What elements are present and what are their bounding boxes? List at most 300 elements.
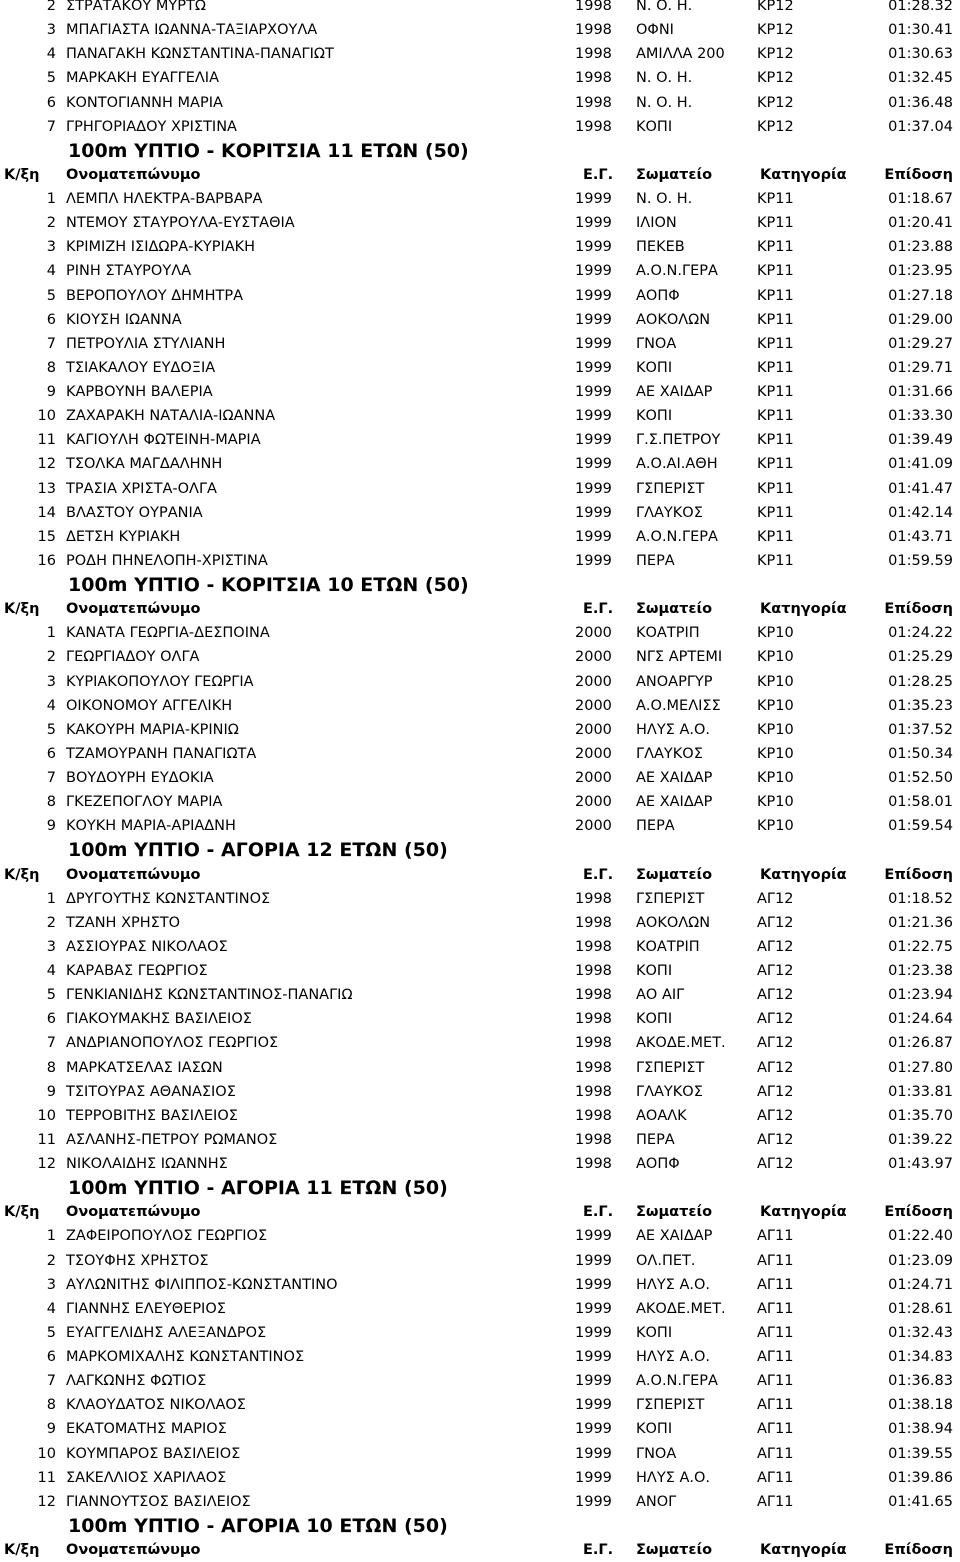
cell-year: 1998 bbox=[575, 1035, 612, 1052]
result-row bbox=[0, 66, 960, 90]
cell-name: ΚΥΡΙΑΚΟΠΟΥΛΟΥ ΓΕΩΡΓΙΑ bbox=[66, 673, 254, 690]
cell-rank: 5 bbox=[46, 287, 56, 304]
cell-category: ΑΓ11 bbox=[757, 1421, 794, 1438]
result-row bbox=[0, 356, 960, 380]
cell-time: 01:22.40 bbox=[888, 1228, 953, 1245]
cell-category: ΚΡ10 bbox=[757, 673, 794, 690]
cell-rank: 5 bbox=[46, 70, 56, 87]
cell-name: ΤΕΡΡΟΒΙΤΗΣ ΒΑΣΙΛΕΙΟΣ bbox=[66, 1107, 238, 1124]
cell-time: 01:36.83 bbox=[888, 1373, 953, 1390]
cell-rank: 4 bbox=[46, 46, 56, 63]
header-name: Ονοματεπώνυμο bbox=[66, 1542, 201, 1558]
cell-rank: 3 bbox=[46, 22, 56, 39]
result-row bbox=[0, 1417, 960, 1441]
cell-name: ΡΙΝΗ ΣΤΑΥΡΟΥΛΑ bbox=[66, 263, 192, 280]
cell-club: ΑΕ ΧΑΙΔΑΡ bbox=[636, 770, 713, 786]
cell-rank: 1 bbox=[46, 625, 56, 642]
result-row bbox=[0, 1249, 960, 1273]
cell-club: ΚΟΠΙ bbox=[636, 1421, 673, 1438]
cell-club: ΗΛΥΣ Α.Ο. bbox=[636, 1349, 711, 1365]
cell-year: 1999 bbox=[575, 1324, 612, 1341]
cell-name: ΝΤΕΜΟΥ ΣΤΑΥΡΟΥΛΑ-ΕΥΣΤΑΘΙΑ bbox=[66, 215, 295, 232]
cell-time: 01:35.23 bbox=[888, 697, 953, 714]
cell-time: 01:23.88 bbox=[888, 239, 953, 256]
cell-name: ΣΤΡΑΤΑΚΟΥ ΜΥΡΤΩ bbox=[66, 0, 206, 14]
cell-club: ΚΟΠΙ bbox=[636, 1324, 673, 1341]
cell-name: ΚΑΡΒΟΥΝΗ ΒΑΛΕΡΙΑ bbox=[66, 384, 213, 400]
cell-rank: 1 bbox=[46, 1228, 56, 1245]
cell-club: ΓΛΑΥΚΟΣ bbox=[636, 504, 703, 521]
cell-name: ΚΛΑΟΥΔΑΤΟΣ ΝΙΚΟΛΑΟΣ bbox=[66, 1397, 246, 1414]
cell-club: ΓΛΑΥΚΟΣ bbox=[636, 1083, 703, 1100]
cell-year: 1999 bbox=[575, 1228, 612, 1245]
result-row bbox=[0, 549, 960, 573]
cell-time: 01:24.71 bbox=[888, 1276, 953, 1293]
result-row bbox=[0, 452, 960, 476]
cell-rank: 3 bbox=[46, 239, 56, 256]
header-name: Ονοματεπώνυμο bbox=[66, 1204, 201, 1221]
event-title-text: 100m ΥΠΤΙΟ - ΑΓΟΡΙΑ 10 ΕΤΩΝ (50) bbox=[68, 1514, 448, 1537]
cell-year: 2000 bbox=[575, 818, 612, 835]
cell-club: ΠΕΡΑ bbox=[636, 552, 675, 569]
header-club: Σωματείο bbox=[636, 866, 713, 883]
cell-time: 01:32.45 bbox=[888, 70, 953, 87]
cell-rank: 6 bbox=[46, 311, 56, 328]
cell-rank: 9 bbox=[46, 384, 56, 400]
cell-club: ΑΕ ΧΑΙΔΑΡ bbox=[636, 794, 713, 811]
cell-rank: 8 bbox=[46, 1397, 56, 1414]
cell-rank: 3 bbox=[46, 673, 56, 690]
cell-rank: 6 bbox=[46, 1011, 56, 1028]
result-row bbox=[0, 1297, 960, 1321]
cell-club: ΓΣΠΕΡΙΣΤ bbox=[636, 1397, 705, 1414]
result-row bbox=[0, 1442, 960, 1466]
cell-year: 1999 bbox=[575, 1276, 612, 1293]
result-row bbox=[0, 911, 960, 935]
cell-year: 1999 bbox=[575, 1421, 612, 1438]
cell-club: ΓΣΠΕΡΙΣΤ bbox=[636, 1059, 705, 1076]
header-time: Επίδοση bbox=[884, 601, 953, 618]
result-row bbox=[0, 1080, 960, 1104]
cell-rank: 10 bbox=[37, 1107, 56, 1124]
header-year: Ε.Γ. bbox=[583, 1204, 614, 1221]
cell-year: 1998 bbox=[575, 1083, 612, 1100]
cell-year: 2000 bbox=[575, 794, 612, 811]
cell-name: ΟΙΚΟΝΟΜΟΥ ΑΓΓΕΛΙΚΗ bbox=[66, 697, 233, 714]
column-header-row bbox=[0, 1200, 960, 1224]
result-row bbox=[0, 18, 960, 42]
event-title-text: 100m ΥΠΤΙΟ - ΑΓΟΡΙΑ 12 ΕΤΩΝ (50) bbox=[68, 839, 448, 862]
cell-category: ΚΡ11 bbox=[757, 456, 794, 473]
cell-club: Ν. Ο. Η. bbox=[636, 70, 693, 87]
result-row bbox=[0, 718, 960, 742]
cell-category: ΚΡ11 bbox=[757, 287, 794, 304]
header-year: Ε.Γ. bbox=[583, 866, 614, 883]
cell-name: ΑΝΔΡΙΑΝΟΠΟΥΛΟΣ ΓΕΩΡΓΙΟΣ bbox=[66, 1035, 279, 1052]
result-row bbox=[0, 1007, 960, 1031]
cell-club: ΚΟΑΤΡΙΠ bbox=[636, 938, 700, 955]
cell-name: ΑΥΛΩΝΙΤΗΣ ΦΙΛΙΠΠΟΣ-ΚΩΝΣΤΑΝΤΙΝΟ bbox=[66, 1276, 338, 1293]
cell-category: ΚΡ11 bbox=[757, 504, 794, 521]
cell-time: 01:30.63 bbox=[888, 46, 953, 63]
header-rank: Κ/ξη bbox=[4, 1542, 40, 1558]
cell-club: Ν. Ο. Η. bbox=[636, 94, 693, 111]
cell-club: Γ.Σ.ΠΕΤΡΟΥ bbox=[636, 432, 721, 449]
cell-name: ΓΡΗΓΟΡΙΑΔΟΥ ΧΡΙΣΤΙΝΑ bbox=[66, 118, 237, 135]
cell-time: 01:41.65 bbox=[888, 1493, 953, 1510]
cell-time: 01:41.47 bbox=[888, 480, 953, 497]
cell-year: 1998 bbox=[575, 1107, 612, 1124]
result-row bbox=[0, 1152, 960, 1176]
cell-name: ΓΙΑΝΝΟΥΤΣΟΣ ΒΑΣΙΛΕΙΟΣ bbox=[66, 1493, 251, 1510]
cell-rank: 2 bbox=[46, 215, 56, 232]
cell-rank: 4 bbox=[46, 963, 56, 979]
cell-time: 01:27.18 bbox=[888, 287, 953, 304]
cell-rank: 2 bbox=[46, 914, 56, 931]
cell-category: ΑΓ12 bbox=[757, 1107, 794, 1124]
cell-rank: 5 bbox=[46, 1324, 56, 1341]
cell-rank: 8 bbox=[46, 794, 56, 811]
cell-name: ΓΙΑΝΝΗΣ ΕΛΕΥΘΕΡΙΟΣ bbox=[66, 1300, 226, 1317]
cell-year: 1998 bbox=[575, 1156, 612, 1172]
header-category: Κατηγορία bbox=[760, 166, 847, 183]
cell-year: 1999 bbox=[575, 311, 612, 328]
column-header-row bbox=[0, 597, 960, 621]
result-row bbox=[0, 284, 960, 308]
event-title bbox=[0, 139, 960, 163]
cell-rank: 11 bbox=[37, 432, 56, 449]
cell-name: ΒΕΡΟΠΟΥΛΟΥ ΔΗΜΗΤΡΑ bbox=[66, 287, 243, 304]
cell-club: ΑΟΑΛΚ bbox=[636, 1107, 687, 1124]
result-row bbox=[0, 525, 960, 549]
cell-club: ΑΕ ΧΑΙΔΑΡ bbox=[636, 384, 713, 400]
cell-name: ΕΚΑΤΟΜΑΤΗΣ ΜΑΡΙΟΣ bbox=[66, 1421, 227, 1438]
cell-name: ΚΙΟΥΣΗ ΙΩΑΝΝΑ bbox=[66, 311, 182, 328]
cell-rank: 10 bbox=[37, 1445, 56, 1462]
header-year: Ε.Γ. bbox=[583, 166, 614, 183]
cell-year: 1999 bbox=[575, 1493, 612, 1510]
cell-rank: 1 bbox=[46, 890, 56, 907]
result-row bbox=[0, 187, 960, 211]
cell-name: ΕΥΑΓΓΕΛΙΔΗΣ ΑΛΕΞΑΝΔΡΟΣ bbox=[66, 1324, 267, 1341]
column-header-row bbox=[0, 1538, 960, 1562]
cell-name: ΚΟΥΚΗ ΜΑΡΙΑ-ΑΡΙΑΔΝΗ bbox=[66, 818, 236, 835]
cell-category: ΚΡ12 bbox=[757, 0, 794, 14]
event-title bbox=[0, 838, 960, 862]
cell-category: ΑΓ12 bbox=[757, 1059, 794, 1076]
cell-category: ΑΓ12 bbox=[757, 914, 794, 931]
cell-rank: 9 bbox=[46, 1421, 56, 1438]
cell-year: 2000 bbox=[575, 673, 612, 690]
cell-time: 01:18.52 bbox=[888, 890, 953, 907]
cell-time: 01:50.34 bbox=[888, 745, 953, 762]
cell-time: 01:27.80 bbox=[888, 1059, 953, 1076]
cell-category: ΚΡ11 bbox=[757, 384, 794, 400]
cell-club: ΓΛΑΥΚΟΣ bbox=[636, 745, 703, 762]
header-club: Σωματείο bbox=[636, 166, 713, 183]
cell-year: 1999 bbox=[575, 408, 612, 425]
cell-time: 01:33.81 bbox=[888, 1083, 953, 1100]
event-section bbox=[0, 838, 960, 1176]
cell-year: 1998 bbox=[575, 46, 612, 63]
cell-category: ΑΓ12 bbox=[757, 963, 794, 979]
result-row bbox=[0, 1104, 960, 1128]
result-row bbox=[0, 790, 960, 814]
cell-year: 1998 bbox=[575, 1059, 612, 1076]
cell-category: ΑΓ11 bbox=[757, 1324, 794, 1341]
cell-category: ΑΓ11 bbox=[757, 1252, 794, 1269]
result-row bbox=[0, 1321, 960, 1345]
cell-year: 1998 bbox=[575, 70, 612, 87]
cell-category: ΑΓ11 bbox=[757, 1276, 794, 1293]
result-row bbox=[0, 0, 960, 18]
result-row bbox=[0, 308, 960, 332]
cell-category: ΚΡ11 bbox=[757, 552, 794, 569]
cell-name: ΑΣΛΑΝΗΣ-ΠΕΤΡΟΥ ΡΩΜΑΝΟΣ bbox=[66, 1131, 278, 1148]
cell-category: ΚΡ10 bbox=[757, 794, 794, 811]
cell-club: ΗΛΥΣ Α.Ο. bbox=[636, 1276, 711, 1293]
cell-category: ΑΓ12 bbox=[757, 987, 794, 1004]
header-name: Ονοματεπώνυμο bbox=[66, 166, 201, 183]
cell-time: 01:26.87 bbox=[888, 1035, 953, 1052]
cell-time: 01:31.66 bbox=[888, 384, 953, 400]
cell-category: ΑΓ12 bbox=[757, 1083, 794, 1100]
cell-time: 01:24.64 bbox=[888, 1011, 953, 1028]
cell-year: 1998 bbox=[575, 22, 612, 39]
header-name: Ονοματεπώνυμο bbox=[66, 866, 201, 883]
cell-rank: 14 bbox=[37, 504, 56, 521]
header-rank: Κ/ξη bbox=[4, 866, 40, 883]
cell-rank: 1 bbox=[46, 191, 56, 207]
cell-rank: 9 bbox=[46, 1083, 56, 1100]
cell-category: ΑΓ12 bbox=[757, 938, 794, 955]
cell-rank: 3 bbox=[46, 1276, 56, 1293]
result-row bbox=[0, 959, 960, 983]
result-row bbox=[0, 1128, 960, 1152]
cell-category: ΑΓ12 bbox=[757, 1156, 794, 1172]
cell-rank: 16 bbox=[37, 552, 56, 569]
cell-year: 1998 bbox=[575, 1011, 612, 1028]
cell-rank: 12 bbox=[37, 1156, 56, 1172]
cell-name: ΓΙΑΚΟΥΜΑΚΗΣ ΒΑΣΙΛΕΙΟΣ bbox=[66, 1011, 252, 1028]
cell-rank: 15 bbox=[37, 528, 56, 545]
cell-club: ΑΚΟΔΕ.ΜΕΤ. bbox=[636, 1035, 726, 1052]
result-row bbox=[0, 211, 960, 235]
cell-name: ΔΕΤΣΗ ΚΥΡΙΑΚΗ bbox=[66, 528, 181, 545]
cell-year: 1998 bbox=[575, 987, 612, 1004]
cell-category: ΚΡ11 bbox=[757, 311, 794, 328]
cell-year: 1999 bbox=[575, 191, 612, 207]
cell-time: 01:38.18 bbox=[888, 1397, 953, 1414]
cell-time: 01:43.97 bbox=[888, 1156, 953, 1172]
cell-year: 1999 bbox=[575, 432, 612, 449]
cell-name: ΑΣΣΙΟΥΡΑΣ ΝΙΚΟΛΑΟΣ bbox=[66, 938, 228, 955]
cell-time: 01:29.00 bbox=[888, 311, 953, 328]
cell-time: 01:39.49 bbox=[888, 432, 953, 449]
cell-category: ΑΓ11 bbox=[757, 1397, 794, 1414]
cell-rank: 13 bbox=[37, 480, 56, 497]
cell-time: 01:20.41 bbox=[888, 215, 953, 232]
header-time: Επίδοση bbox=[884, 1542, 953, 1558]
cell-rank: 7 bbox=[46, 335, 56, 352]
cell-category: ΚΡ10 bbox=[757, 818, 794, 835]
cell-name: ΚΡΙΜΙΖΗ ΙΣΙΔΩΡΑ-ΚΥΡΙΑΚΗ bbox=[66, 239, 256, 256]
cell-time: 01:23.09 bbox=[888, 1252, 953, 1269]
cell-year: 2000 bbox=[575, 649, 612, 666]
cell-rank: 12 bbox=[37, 456, 56, 473]
cell-name: ΤΖΑΝΗ ΧΡΗΣΤΟ bbox=[66, 914, 181, 931]
cell-club: ΠΕΡΑ bbox=[636, 1131, 675, 1148]
cell-rank: 11 bbox=[37, 1469, 56, 1486]
cell-year: 1998 bbox=[575, 938, 612, 955]
header-club: Σωματείο bbox=[636, 1542, 713, 1558]
cell-year: 1998 bbox=[575, 94, 612, 111]
cell-club: ΓΣΠΕΡΙΣΤ bbox=[636, 480, 705, 497]
cell-category: ΑΓ11 bbox=[757, 1300, 794, 1317]
cell-time: 01:59.54 bbox=[888, 818, 953, 835]
cell-time: 01:37.52 bbox=[888, 721, 953, 738]
cell-club: ΟΦΝΙ bbox=[636, 22, 674, 39]
cell-category: ΚΡ12 bbox=[757, 46, 794, 63]
event-section bbox=[0, 0, 960, 139]
cell-category: ΑΓ11 bbox=[757, 1469, 794, 1486]
cell-category: ΚΡ11 bbox=[757, 359, 794, 376]
cell-club: ΑΟΚΟΛΩΝ bbox=[636, 311, 711, 328]
cell-category: ΑΓ11 bbox=[757, 1493, 794, 1510]
header-category: Κατηγορία bbox=[760, 1542, 847, 1558]
cell-name: ΓΕΩΡΓΙΑΔΟΥ ΟΛΓΑ bbox=[66, 649, 200, 666]
event-title-text: 100m ΥΠΤΙΟ - ΚΟΡΙΤΣΙΑ 10 ΕΤΩΝ (50) bbox=[68, 574, 469, 596]
cell-category: ΚΡ11 bbox=[757, 432, 794, 449]
cell-category: ΚΡ10 bbox=[757, 649, 794, 666]
cell-name: ΛΕΜΠΛ ΗΛΕΚΤΡΑ-ΒΑΡΒΑΡΑ bbox=[66, 191, 263, 207]
cell-club: ΚΟΠΙ bbox=[636, 963, 673, 979]
result-row bbox=[0, 259, 960, 283]
cell-rank: 9 bbox=[46, 818, 56, 835]
cell-year: 1999 bbox=[575, 1469, 612, 1486]
cell-year: 1999 bbox=[575, 1373, 612, 1390]
cell-time: 01:42.14 bbox=[888, 504, 953, 521]
cell-name: ΝΙΚΟΛΑΙΔΗΣ ΙΩΑΝΝΗΣ bbox=[66, 1156, 228, 1172]
result-row bbox=[0, 621, 960, 645]
result-row bbox=[0, 935, 960, 959]
cell-rank: 2 bbox=[46, 649, 56, 666]
cell-time: 01:39.86 bbox=[888, 1469, 953, 1486]
cell-rank: 2 bbox=[46, 0, 56, 14]
cell-name: ΜΠΑΓΙΑΣΤΑ ΙΩΑΝΝΑ-ΤΑΞΙΑΡΧΟΥΛΑ bbox=[66, 22, 318, 39]
result-row bbox=[0, 887, 960, 911]
cell-rank: 7 bbox=[46, 1373, 56, 1390]
result-row bbox=[0, 670, 960, 694]
cell-name: ΔΡΥΓΟΥΤΗΣ ΚΩΝΣΤΑΝΤΙΝΟΣ bbox=[66, 890, 271, 907]
cell-club: ΠΕΡΑ bbox=[636, 818, 675, 835]
cell-time: 01:28.61 bbox=[888, 1300, 953, 1317]
header-year: Ε.Γ. bbox=[583, 601, 614, 618]
cell-category: ΑΓ12 bbox=[757, 1011, 794, 1028]
column-header-row bbox=[0, 863, 960, 887]
result-row bbox=[0, 91, 960, 115]
result-row bbox=[0, 1369, 960, 1393]
cell-name: ΚΟΝΤΟΓΙΑΝΝΗ ΜΑΡΙΑ bbox=[66, 94, 223, 111]
cell-name: ΛΑΓΚΩΝΗΣ ΦΩΤΙΟΣ bbox=[66, 1373, 207, 1390]
header-category: Κατηγορία bbox=[760, 1204, 847, 1221]
cell-time: 01:41.09 bbox=[888, 456, 953, 473]
result-row bbox=[0, 501, 960, 525]
result-row bbox=[0, 1031, 960, 1055]
cell-year: 1999 bbox=[575, 1252, 612, 1269]
cell-time: 01:32.43 bbox=[888, 1324, 953, 1341]
cell-time: 01:35.70 bbox=[888, 1107, 953, 1124]
cell-year: 1999 bbox=[575, 1300, 612, 1317]
cell-rank: 7 bbox=[46, 770, 56, 786]
cell-time: 01:30.41 bbox=[888, 22, 953, 39]
cell-name: ΜΑΡΚΟΜΙΧΑΛΗΣ ΚΩΝΣΤΑΝΤΙΝΟΣ bbox=[66, 1349, 305, 1365]
cell-time: 01:39.22 bbox=[888, 1131, 953, 1148]
cell-year: 1999 bbox=[575, 504, 612, 521]
cell-category: ΚΡ12 bbox=[757, 94, 794, 111]
cell-category: ΚΡ10 bbox=[757, 770, 794, 786]
cell-category: ΚΡ11 bbox=[757, 528, 794, 545]
result-row bbox=[0, 1393, 960, 1417]
cell-category: ΚΡ10 bbox=[757, 721, 794, 738]
cell-category: ΚΡ11 bbox=[757, 408, 794, 425]
cell-name: ΤΡΑΣΙΑ ΧΡΙΣΤΑ-ΟΛΓΑ bbox=[66, 480, 217, 497]
cell-category: ΑΓ12 bbox=[757, 1131, 794, 1148]
cell-rank: 7 bbox=[46, 1035, 56, 1052]
header-club: Σωματείο bbox=[636, 601, 713, 618]
cell-year: 1999 bbox=[575, 287, 612, 304]
cell-name: ΓΚΕΖΕΠΟΓΛΟΥ ΜΑΡΙΑ bbox=[66, 794, 223, 811]
cell-category: ΚΡ11 bbox=[757, 239, 794, 256]
cell-category: ΚΡ11 bbox=[757, 480, 794, 497]
cell-club: Ν. Ο. Η. bbox=[636, 0, 693, 14]
cell-year: 1999 bbox=[575, 239, 612, 256]
cell-name: ΡΟΔΗ ΠΗΝΕΛΟΠΗ-ΧΡΙΣΤΙΝΑ bbox=[66, 552, 268, 569]
column-header-row bbox=[0, 163, 960, 187]
cell-club: ΓΝΟΑ bbox=[636, 335, 677, 352]
cell-name: ΖΑΧΑΡΑΚΗ ΝΑΤΑΛΙΑ-ΙΩΑΝΝΑ bbox=[66, 408, 276, 425]
cell-category: ΑΓ12 bbox=[757, 890, 794, 907]
cell-club: ΑΚΟΔΕ.ΜΕΤ. bbox=[636, 1300, 726, 1317]
cell-year: 1999 bbox=[575, 528, 612, 545]
cell-category: ΑΓ11 bbox=[757, 1373, 794, 1390]
cell-year: 1998 bbox=[575, 890, 612, 907]
cell-rank: 4 bbox=[46, 1300, 56, 1317]
cell-category: ΚΡ11 bbox=[757, 191, 794, 207]
cell-rank: 8 bbox=[46, 359, 56, 376]
result-row bbox=[0, 814, 960, 838]
event-title bbox=[0, 1514, 960, 1538]
result-row bbox=[0, 983, 960, 1007]
cell-time: 01:25.29 bbox=[888, 649, 953, 666]
cell-year: 1999 bbox=[575, 263, 612, 280]
cell-category: ΑΓ12 bbox=[757, 1035, 794, 1052]
cell-club: ΚΟΠΙ bbox=[636, 118, 673, 135]
cell-category: ΚΡ11 bbox=[757, 215, 794, 232]
cell-rank: 5 bbox=[46, 721, 56, 738]
cell-club: ΚΟΠΙ bbox=[636, 1011, 673, 1028]
cell-club: ΝΓΣ ΑΡΤΕΜΙ bbox=[636, 649, 723, 666]
cell-year: 1999 bbox=[575, 456, 612, 473]
result-row bbox=[0, 380, 960, 404]
cell-name: ΤΣΙΑΚΑΛΟΥ ΕΥΔΟΞΙΑ bbox=[66, 359, 216, 376]
cell-club: Α.Ο.Ν.ΓΕΡΑ bbox=[636, 263, 718, 280]
event-section bbox=[0, 573, 960, 838]
result-row bbox=[0, 766, 960, 790]
cell-category: ΑΓ11 bbox=[757, 1445, 794, 1462]
cell-year: 1999 bbox=[575, 552, 612, 569]
cell-club: Α.Ο.Ν.ΓΕΡΑ bbox=[636, 528, 718, 545]
